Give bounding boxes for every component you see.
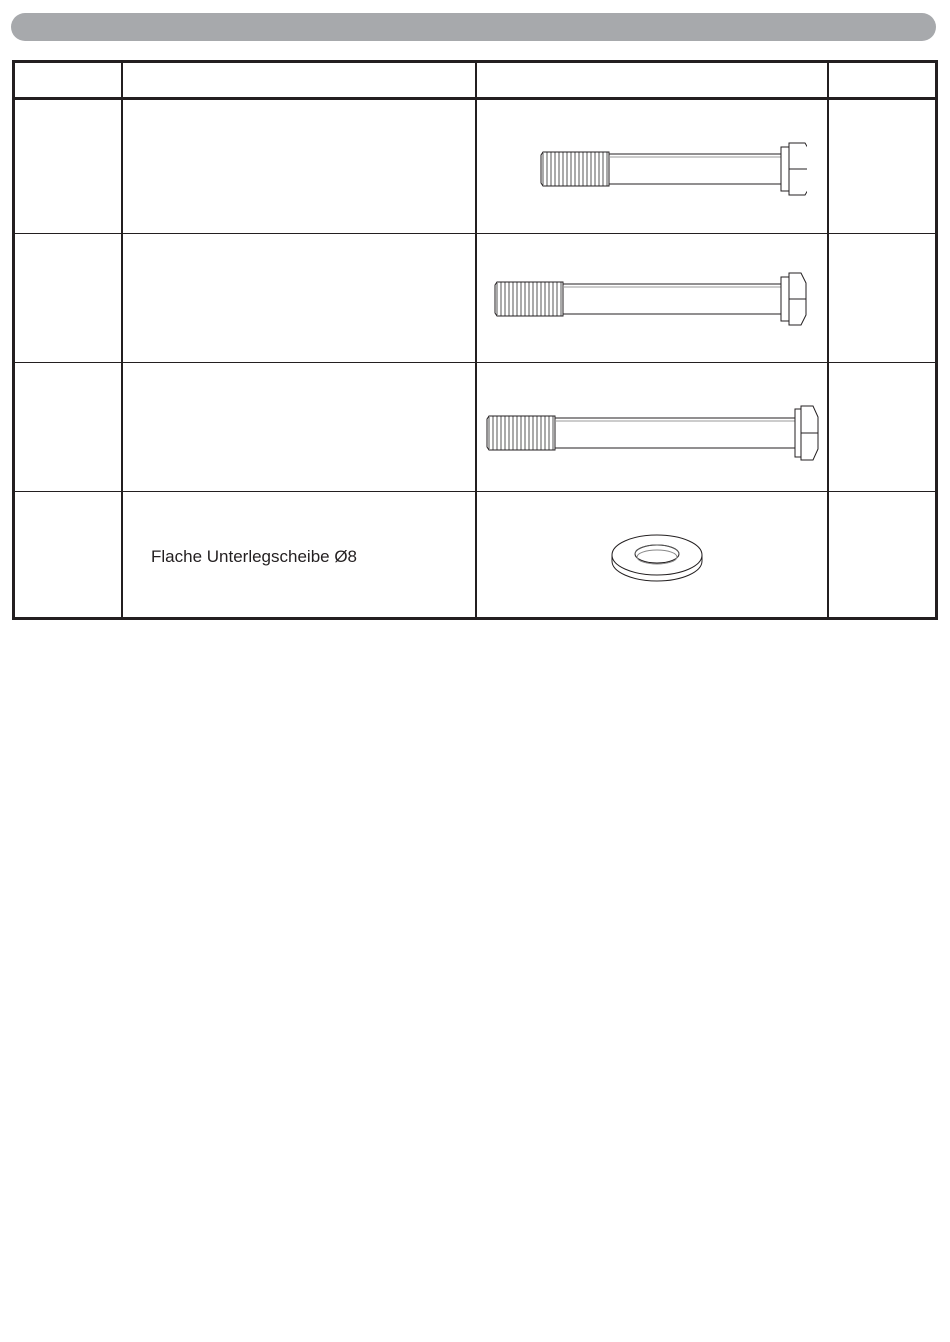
column-divider [121, 63, 123, 617]
hex-bolt-medium-icon [491, 269, 807, 333]
thread [543, 152, 607, 186]
part-description: Flache Unterlegscheibe Ø8 [151, 547, 358, 566]
hex-bolt-long-icon [483, 403, 821, 467]
flat-washer-icon [609, 527, 709, 587]
section-header-bar [11, 13, 936, 41]
column-divider [827, 63, 829, 617]
hex-bolt-short-icon [537, 139, 807, 203]
row-divider [15, 362, 935, 363]
parts-table [12, 60, 938, 620]
header-row-divider [15, 97, 935, 100]
row-divider [15, 233, 935, 234]
column-divider [475, 63, 477, 617]
row-divider [15, 491, 935, 492]
